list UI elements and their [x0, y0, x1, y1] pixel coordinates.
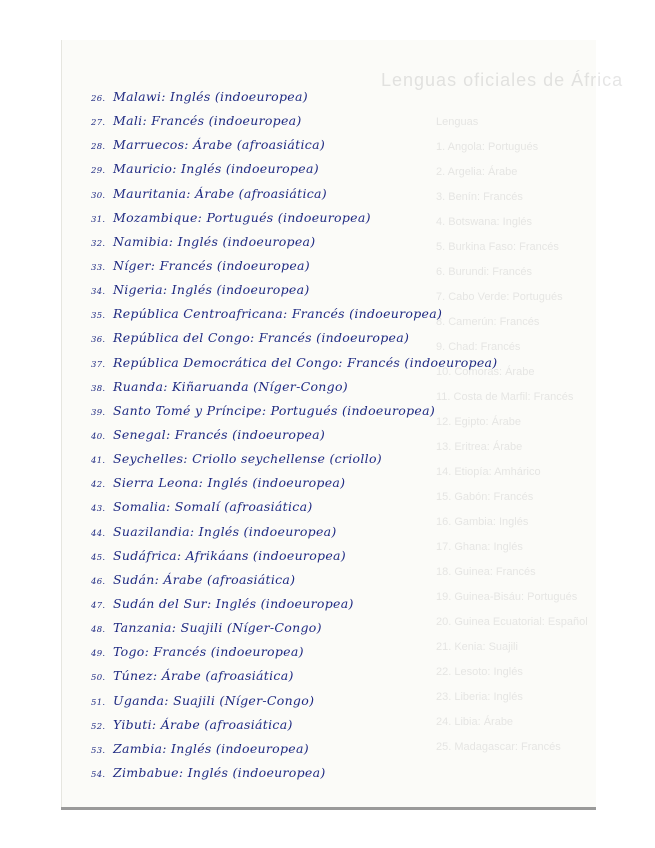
item-text: Togo: Francés (indoeuropea): [113, 644, 304, 660]
item-text: República Democrática del Congo: Francés (indoeuropea): [113, 354, 498, 370]
bleed-through-line: 25. Madagascar: Francés: [436, 741, 561, 753]
item-number: 31.: [91, 214, 106, 225]
item-number: 30.: [91, 190, 106, 201]
item-text: República del Congo: Francés (indoeuropea): [113, 330, 410, 346]
list-item: [91, 182, 497, 206]
item-text: Seychelles: Criollo seychellense (criollo): [113, 451, 382, 467]
item-text: Senegal: Francés (indoeuropea): [113, 426, 326, 442]
item-text: Nigeria: Inglés (indoeuropea): [113, 282, 310, 298]
list-item: [91, 278, 497, 302]
item-number: 38.: [91, 383, 106, 394]
item-text: Somalia: Somalí (afroasiática): [113, 499, 313, 515]
list-item: [91, 471, 497, 495]
item-number: 32.: [91, 238, 106, 249]
item-number: 51.: [91, 697, 106, 708]
bleed-through-line: 19. Guinea-Bisáu: Portugués: [436, 591, 578, 603]
item-number: 42.: [91, 480, 106, 491]
item-number: 53.: [91, 745, 106, 756]
bleed-through-line: 7. Cabo Verde: Portugués: [436, 291, 563, 303]
bleed-through-line: 1. Angola: Portugués: [436, 141, 539, 153]
item-text: Níger: Francés (indoeuropea): [113, 257, 310, 273]
list-item: [91, 616, 497, 640]
item-text: Marruecos: Árabe (afroasiática): [113, 137, 326, 153]
item-text: Suazilandia: Inglés (indoeuropea): [113, 523, 337, 539]
item-text: Túnez: Árabe (afroasiática): [113, 668, 294, 684]
list-item: [91, 447, 497, 471]
list-item: [91, 109, 497, 133]
item-number: 52.: [91, 721, 106, 732]
list-item: [91, 351, 497, 375]
item-number: 35.: [91, 311, 106, 322]
item-number: 26.: [91, 94, 106, 104]
item-number: 50.: [91, 673, 106, 684]
item-number: 45.: [91, 552, 106, 563]
item-number: 33.: [91, 262, 106, 273]
item-number: 27.: [91, 118, 106, 129]
list-item: [91, 206, 497, 230]
bleed-through-line: 13. Eritrea: Árabe: [436, 441, 523, 453]
item-text: Namibia: Inglés (indoeuropea): [113, 233, 316, 249]
list-item: [91, 326, 497, 350]
bleed-through-line: 24. Libia: Árabe: [436, 716, 514, 728]
item-text: Zambia: Inglés (indoeuropea): [113, 740, 309, 756]
item-text: Mali: Francés (indoeuropea): [113, 113, 302, 129]
list-item: [91, 302, 497, 326]
bleed-through-line: 2. Argelia: Árabe: [436, 166, 518, 178]
item-text: Tanzania: Suajili (Níger-Congo): [113, 620, 322, 636]
item-text: Sierra Leona: Inglés (indoeuropea): [113, 475, 346, 491]
bleed-through-line: 10. Comoras: Árabe: [436, 366, 535, 378]
bleed-through-line: 16. Gambia: Inglés: [436, 516, 529, 528]
bleed-through-line: Lenguas: [436, 116, 479, 128]
bleed-through-line: 20. Guinea Ecuatorial: Español: [436, 616, 588, 628]
bleed-through-line: 4. Botswana: Inglés: [436, 216, 533, 228]
list-item: [91, 689, 497, 713]
bleed-through-line: 15. Gabón: Francés: [436, 491, 534, 503]
item-number: 54.: [91, 769, 106, 780]
item-number: 34.: [91, 287, 106, 298]
bleed-through-line: 3. Benín: Francés: [436, 191, 523, 203]
item-text: Mauritania: Árabe (afroasiática): [113, 185, 327, 201]
bleed-through-line: 14. Etiopía: Amhárico: [436, 466, 541, 478]
bleed-through-line: 6. Burundi: Francés: [436, 266, 532, 278]
bleed-through-line: 23. Liberia: Inglés: [436, 691, 523, 703]
list-item: [91, 761, 497, 785]
list-item: [91, 568, 497, 592]
list-item: [91, 254, 497, 278]
list-item: [91, 423, 497, 447]
item-text: Malawi: Inglés (indoeuropea): [113, 89, 308, 104]
item-text: Mozambique: Portugués (indoeuropea): [113, 209, 371, 225]
item-number: 28.: [91, 142, 106, 153]
handwritten-list: [91, 85, 497, 785]
list-item: [91, 520, 497, 544]
item-number: 43.: [91, 504, 106, 515]
bleed-through-line: 21. Kenia: Suajili: [436, 641, 518, 653]
item-text: Uganda: Suajili (Níger-Congo): [113, 692, 315, 708]
paper-sheet: [61, 40, 624, 810]
item-number: 29.: [91, 166, 106, 177]
bleed-through-line: 8. Camerún: Francés: [436, 316, 540, 328]
item-number: 48.: [91, 625, 106, 636]
list-item: [91, 495, 497, 519]
bleed-through-line: 22. Lesoto: Inglés: [436, 666, 523, 678]
list-item: [91, 664, 497, 688]
item-text: Sudáfrica: Afrikáans (indoeuropea): [113, 547, 346, 563]
item-text: Mauricio: Inglés (indoeuropea): [113, 161, 319, 177]
bleed-through-line: 11. Costa de Marfil: Francés: [436, 391, 574, 403]
item-text: Sudán del Sur: Inglés (indoeuropea): [113, 595, 354, 611]
item-number: 46.: [91, 576, 106, 587]
item-text: Ruanda: Kiñaruanda (Níger-Congo): [113, 378, 348, 394]
item-number: 36.: [91, 335, 106, 346]
item-text: República Centroafricana: Francés (indoeuropea): [113, 306, 443, 322]
list-item: [91, 592, 497, 616]
item-text: Sudán: Árabe (afroasiática): [113, 571, 296, 587]
item-number: 47.: [91, 600, 106, 611]
bleed-through-line: 17. Ghana: Inglés: [436, 541, 523, 553]
list-item: [91, 737, 497, 761]
list-item: [91, 230, 497, 254]
list-item: [91, 157, 497, 181]
item-number: 39.: [91, 407, 106, 418]
item-number: 44.: [91, 528, 106, 539]
list-item: [91, 375, 497, 399]
list-item: [91, 85, 497, 109]
list-item: [91, 713, 497, 737]
item-number: 41.: [91, 456, 106, 467]
item-number: 40.: [91, 431, 106, 442]
item-text: Yibuti: Árabe (afroasiática): [113, 716, 293, 732]
bleed-through-line: 18. Guinea: Francés: [436, 566, 536, 578]
list-item: [91, 640, 497, 664]
item-number: 37.: [91, 359, 106, 370]
bleed-through-title: Lenguas oficiales de África: [381, 70, 624, 90]
bleed-through-line: 9. Chad: Francés: [436, 341, 521, 353]
item-text: Santo Tomé y Príncipe: Portugués (indoeuropea): [113, 402, 436, 418]
item-number: 49.: [91, 649, 106, 660]
list-item: [91, 133, 497, 157]
item-text: Zimbabue: Inglés (indoeuropea): [113, 764, 326, 780]
bleed-through-line: 5. Burkina Faso: Francés: [436, 241, 559, 253]
list-item: [91, 399, 497, 423]
list-item: [91, 544, 497, 568]
bleed-through-line: 12. Egipto: Árabe: [436, 416, 522, 428]
